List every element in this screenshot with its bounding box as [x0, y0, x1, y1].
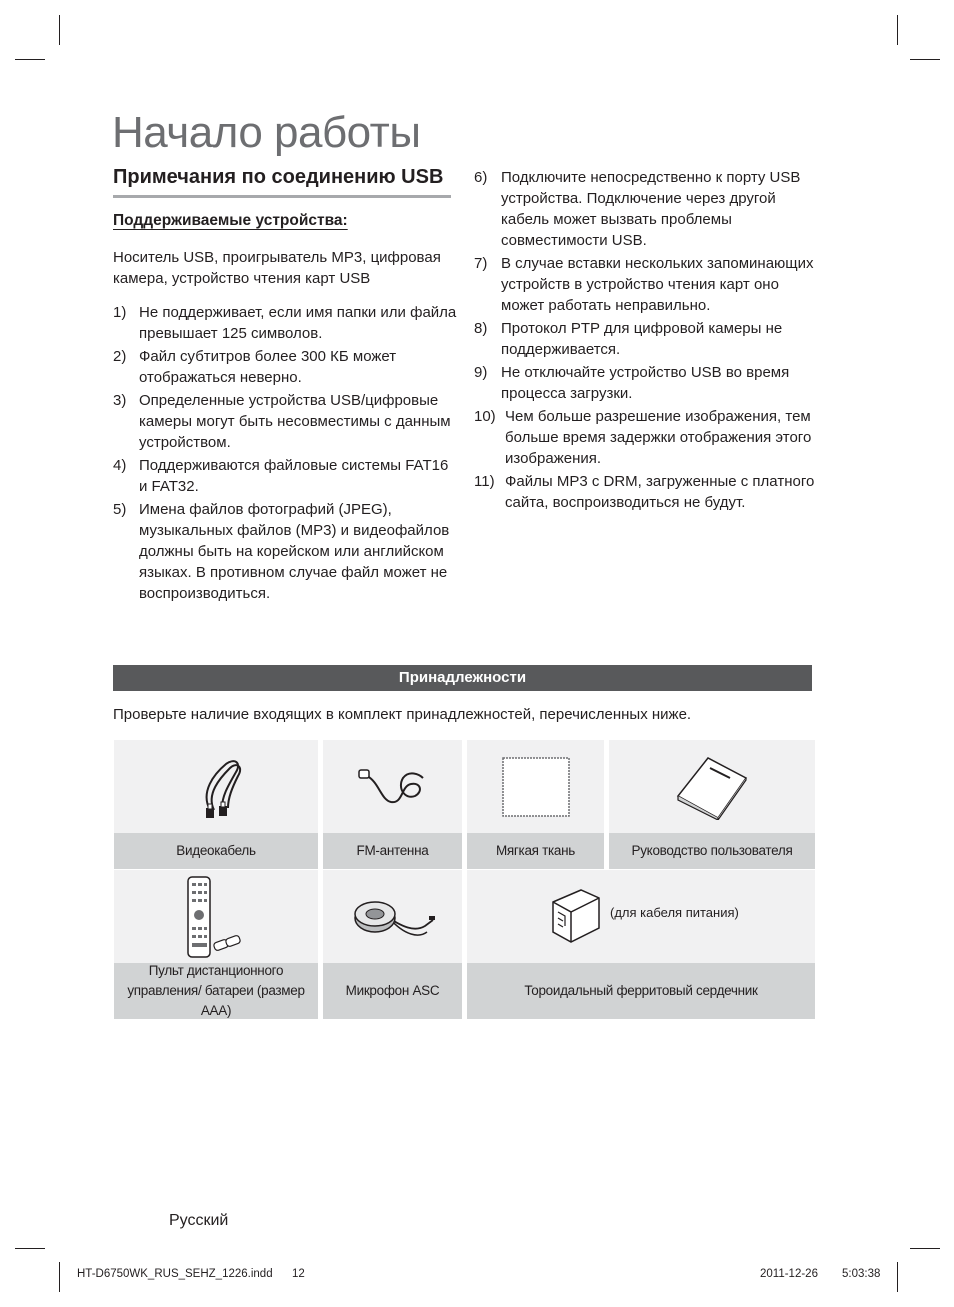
- user-manual-cell: [609, 740, 815, 833]
- list-item: [113, 390, 458, 453]
- list-item: [113, 346, 458, 388]
- footer-file-name: HT-D6750WK_RUS_SEHZ_1226.indd: [77, 1268, 273, 1280]
- list-item-text: Файлы MP3 с DRM, загруженные с платного сайта, воспроизводиться не будут.: [505, 473, 815, 511]
- soft-cloth-cell: [467, 740, 604, 833]
- user-manual-label: Руководство пользователя: [609, 833, 815, 869]
- crop-mark: [59, 15, 60, 45]
- list-item-text: Не отключайте устройство USB во время процесса загрузки.: [501, 364, 790, 402]
- remote-control-cell: [114, 870, 318, 963]
- footer-date: 2011-12-26: [760, 1268, 818, 1280]
- list-item-text: В случае вставки нескольких запоминающих устройств в устройство чтения карт оно может работать неправильно.: [501, 255, 814, 314]
- list-item-number: 5): [113, 501, 127, 518]
- supported-devices-text: Носитель USB, проигрыватель MP3, цифровая камера, устройство чтения карт USB: [113, 249, 441, 287]
- list-item: [113, 499, 458, 604]
- crop-mark: [897, 1262, 898, 1292]
- ferrite-core-icon: [549, 888, 603, 944]
- fm-antenna-label: FM-антенна: [323, 833, 462, 869]
- ferrite-core-cell: [467, 870, 815, 963]
- accessories-intro: Проверьте наличие входящих в комплект принадлежностей, перечисленных ниже.: [113, 706, 692, 723]
- list-item-text: Протокол PTP для цифровой камеры не поддерживается.: [501, 320, 783, 358]
- list-item-text: Файл субтитров более 300 КБ может отображаться неверно.: [139, 348, 397, 386]
- accessories-heading: Принадлежности: [113, 665, 812, 691]
- list-item-number: 8): [474, 320, 488, 337]
- list-item-text: Подключите непосредственно к порту USB устройства. Подключение через другой кабель может вызвать проблемы совместимости USB.: [501, 169, 801, 249]
- asc-microphone-label: Микрофон ASC: [323, 963, 462, 1019]
- ferrite-core-note: (для кабеля питания): [610, 905, 739, 920]
- video-cable-icon: [192, 756, 252, 820]
- list-item: [113, 455, 458, 497]
- list-item: [474, 167, 819, 251]
- crop-mark: [15, 1248, 45, 1249]
- list-item: [474, 406, 819, 469]
- asc-microphone-cell: [323, 870, 462, 963]
- footer-time: 5:03:38: [842, 1268, 881, 1280]
- ferrite-core-label: Тороидальный ферритовый сердечник: [467, 963, 815, 1019]
- list-item-number: 6): [474, 169, 488, 186]
- asc-microphone-icon: [353, 892, 437, 942]
- crop-mark: [910, 59, 940, 60]
- crop-mark: [15, 59, 45, 60]
- usb-notes-list-left: [113, 302, 458, 606]
- page-title: Начало работы: [112, 108, 421, 157]
- list-item-number: 9): [474, 364, 488, 381]
- list-item-number: 7): [474, 255, 488, 272]
- usb-notes-heading: Примечания по соединению USB: [113, 166, 451, 198]
- list-item-text: Чем больше разрешение изображения, тем больше время задержки отображения этого изображения.: [505, 408, 812, 467]
- list-item-text: Не поддерживает, если имя папки или файла превышает 125 символов.: [139, 304, 457, 342]
- footer-page-number: 12: [292, 1268, 305, 1280]
- crop-mark: [59, 1262, 60, 1292]
- supported-devices-heading: Поддерживаемые устройства:: [113, 212, 348, 229]
- list-item-number: 2): [113, 348, 127, 365]
- crop-mark: [910, 1248, 940, 1249]
- list-item: [113, 302, 458, 344]
- list-item: [474, 318, 819, 360]
- remote-control-icon: [186, 875, 248, 959]
- list-item-text: Поддерживаются файловые системы FAT16 и FAT32.: [139, 457, 449, 495]
- soft-cloth-icon: [501, 756, 571, 818]
- list-item-text: Имена файлов фотографий (JPEG), музыкальных файлов (MP3) и видеофайлов должны быть на корейском или английском языках. В противном случае файл может не воспроизводиться.: [139, 501, 450, 602]
- crop-mark: [897, 15, 898, 45]
- list-item-number: 4): [113, 457, 127, 474]
- list-item: [474, 253, 819, 316]
- soft-cloth-label: Мягкая ткань: [467, 833, 604, 869]
- list-item-text: Определенные устройства USB/цифровые камеры могут быть несовместимы с данным устройством.: [139, 392, 451, 451]
- list-item-number: 11): [474, 473, 495, 490]
- fm-antenna-icon: [357, 766, 427, 810]
- list-item-number: 3): [113, 392, 127, 409]
- language-label: Русский: [169, 1212, 229, 1229]
- list-item: [474, 362, 819, 404]
- video-cable-label: Видеокабель: [114, 833, 318, 869]
- remote-control-label: Пульт дистанционного управления/ батареи (размер AAA): [114, 963, 318, 1019]
- list-item-number: 1): [113, 304, 127, 321]
- list-item-number: 10): [474, 408, 496, 425]
- fm-antenna-cell: [323, 740, 462, 833]
- user-manual-icon: [674, 756, 750, 820]
- list-item: [474, 471, 819, 513]
- usb-notes-list-right: [474, 167, 819, 515]
- video-cable-cell: [114, 740, 318, 833]
